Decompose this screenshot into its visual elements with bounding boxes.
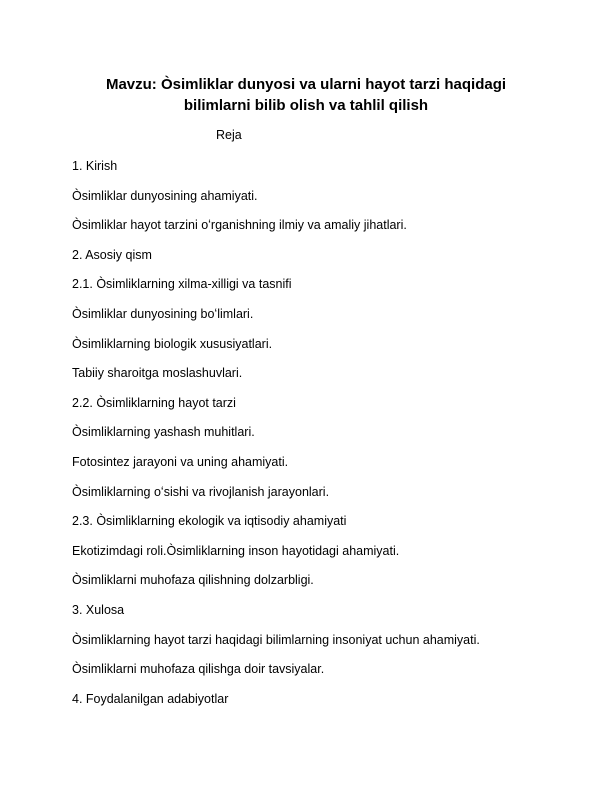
plan-line: Fotosintez jarayoni va uning ahamiyati.: [72, 454, 289, 469]
plan-line: Òsimliklarning hayot tarzi haqidagi bilimlarning insoniyat uchun ahamiyati.: [72, 632, 480, 647]
document-title: Mavzu: Òsimliklar dunyosi va ularni hayot tarzi haqidagi bilimlarni bilib olish va tahlil qilish: [105, 76, 507, 114]
plan-line: Òsimliklarning yashash muhitlari.: [72, 425, 255, 440]
plan-line: Òsimliklarning biologik xususiyatlari.: [72, 336, 273, 351]
plan-line: 2.2. Òsimliklarning hayot tarzi: [72, 395, 236, 410]
plan-line: 1. Kirish: [72, 159, 118, 173]
plan-line: Tabiiy sharoitga moslashuvlari.: [72, 366, 243, 381]
plan-line: Òsimliklarni muhofaza qilishning dolzarbligi.: [72, 573, 314, 588]
plan-line: Òsimliklar dunyosining ahamiyati.: [72, 188, 258, 203]
plan-line: 2. Asosiy qism: [72, 247, 152, 262]
plan-line: Òsimliklarning oʻsishi va rivojlanish jarayonlari.: [72, 484, 330, 499]
plan-line: Òsimliklar hayot tarzini oʻrganishning ilmiy va amaliy jihatlari.: [72, 218, 407, 233]
plan-line: 2.3. Òsimliklarning ekologik va iqtisodiy ahamiyati: [72, 514, 347, 529]
plan-line: Òsimliklarni muhofaza qilishga doir tavsiyalar.: [72, 662, 325, 677]
plan-line: Ekotizimdagi roli.Òsimliklarning inson hayotidagi ahamiyati.: [72, 543, 400, 558]
plan-line: 3. Xulosa: [72, 602, 125, 617]
plan-line: 2.1. Òsimliklarning xilma-xilligi va tasnifi: [72, 277, 292, 292]
plan-heading: Reja: [216, 128, 242, 142]
plan-line: Òsimliklar dunyosining boʻlimlari.: [72, 306, 254, 321]
plan-line: 4. Foydalanilgan adabiyotlar: [72, 691, 229, 706]
plan-list: [72, 158, 542, 720]
